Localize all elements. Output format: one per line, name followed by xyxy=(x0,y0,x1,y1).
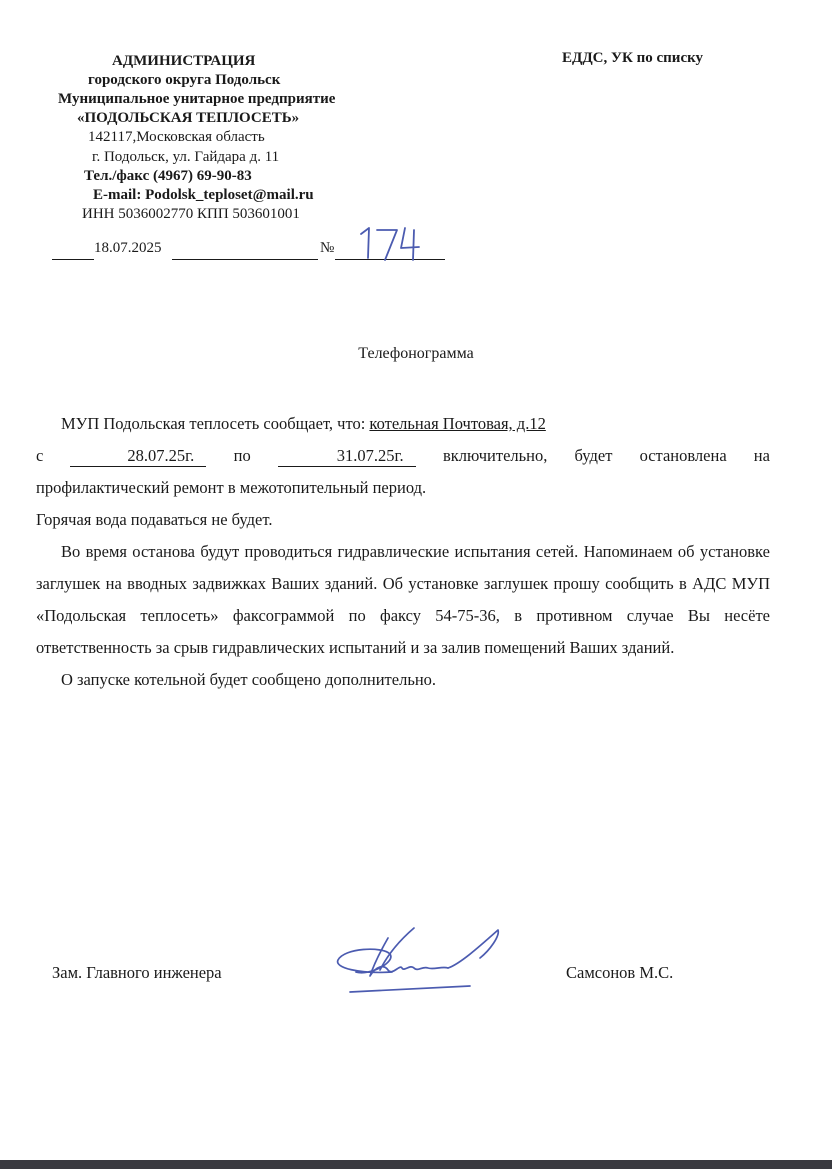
document-date: 18.07.2025 xyxy=(94,240,162,256)
message-body xyxy=(36,408,770,696)
header-administration: АДМИНИСТРАЦИЯ xyxy=(112,53,256,69)
header-inn-kpp: ИНН 5036002770 КПП 503601001 xyxy=(82,206,300,222)
number-sign: № xyxy=(320,240,335,256)
word-from: с xyxy=(36,446,44,465)
header-enterprise-name: «ПОДОЛЬСКАЯ ТЕПЛОСЕТЬ» xyxy=(77,110,300,126)
handwritten-number xyxy=(357,220,427,264)
hydraulic-tests-paragraph: Во время останова будут проводиться гидравлические испытания сетей. Напоминаем об установке заглушек на вводных задвижках Ваших зданий. Об установке заглушек прошу сообщить в АДС МУП «Подольская теплосеть» факсограммой по факсу 54-75-36, в противном случае Вы несёте ответственность за срыв гидравлических испытаний и за залив помещений Ваших зданий. xyxy=(36,542,770,657)
document-title: Телефонограмма xyxy=(358,345,474,362)
date-number-line xyxy=(52,240,447,262)
hot-water-notice: Горячая вода подаваться не будет. xyxy=(36,510,273,529)
word-stopped: остановлена xyxy=(639,446,727,465)
maintenance-line: профилактический ремонт в межотопительный период. xyxy=(36,478,427,497)
period-line xyxy=(36,440,770,472)
word-on: на xyxy=(753,446,770,465)
header-email: E-mail: Podolsk_teploset@mail.ru xyxy=(93,187,314,203)
header-phone: Тел./факс (4967) 69-90-83 xyxy=(84,168,252,184)
date-to: 31.07.25г. xyxy=(278,446,416,467)
intro-text: МУП Подольская теплосеть сообщает, что: xyxy=(61,414,370,433)
scan-bottom-edge xyxy=(0,1160,832,1169)
word-to: по xyxy=(233,446,251,465)
handwritten-signature xyxy=(330,924,510,1002)
header-address-region: 142117,Московская область xyxy=(88,129,265,145)
recipient: ЕДДС, УК по списку xyxy=(562,50,704,66)
header-enterprise-type: Муниципальное унитарное предприятие xyxy=(58,91,336,107)
word-inclusive: включительно, xyxy=(442,446,548,465)
date-underline-right xyxy=(172,259,318,260)
signer-name: Самсонов М.С. xyxy=(566,963,674,982)
date-from: 28.07.25г. xyxy=(70,446,206,467)
intro-line xyxy=(36,408,770,440)
word-will: будет xyxy=(574,446,613,465)
date-underline-left xyxy=(52,259,94,260)
header-address-street: г. Подольск, ул. Гайдара д. 11 xyxy=(92,149,280,165)
header-district: городского округа Подольск xyxy=(88,72,281,88)
boiler-object: котельная Почтовая, д.12 xyxy=(369,414,546,433)
startup-notice: О запуске котельной будет сообщено дополнительно. xyxy=(61,670,437,689)
signer-position: Зам. Главного инженера xyxy=(52,963,222,982)
